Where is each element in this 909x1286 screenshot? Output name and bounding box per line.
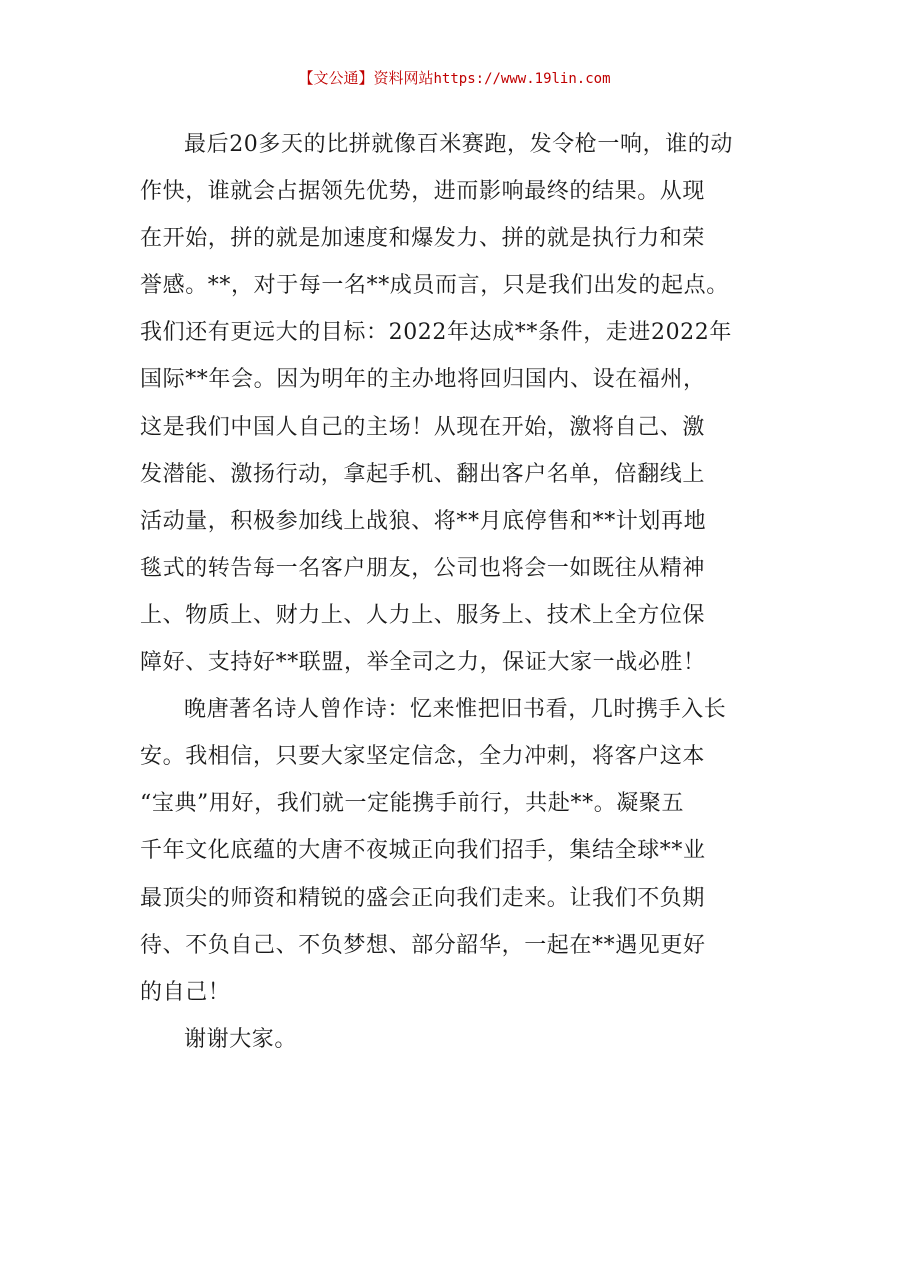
document-body (140, 121, 772, 1063)
paragraph-2: 晚唐著名诗人曾作诗：忆来惟把旧书看，几时携手入长 安。我相信，只要大家坚定信念，全力冲刺，将客户这本 “宝典”用好，我们就一定能携手前行，共赴**。凝聚五 千年文化底蕴的大唐不夜城正向我们招手，集结全球**业 最顶尖的师资和精锐的盛会正向我们走来。让我们不负期 待、不负自己、不负梦想、部分韶华，一起在**遇见更好 的自己！ (140, 697, 727, 1005)
page-header (0, 66, 909, 91)
paragraph-1: 最后20多天的比拼就像百米赛跑，发令枪一响，谁的动 作快，谁就会占据领先优势，进而影响最终的结果。从现 在开始，拼的就是加速度和爆发力、拼的就是执行力和荣 誉感。**，对于每一名**成员而言，只是我们出发的起点。 我们还有更远大的目标：2022年达成**条件，走进2022年 国际**年会。因为明年的主办地将回归国内、设在福州， 这是我们中国人自己的主场！从现在开始，激将自己、激 发潜能、激扬行动，拿起手机、翻出客户名单，倍翻线上 活动量，积极参加线上战狼、将**月底停售和**计划再地 毯式的转告每一名客户朋友，公司也将会一如既往从精神 上、物质上、财力上、人力上、服务上、技术上全方位保 障好、支持好**联盟，举全司之力，保证大家一战必胜！ (140, 132, 733, 676)
header-url[interactable]: https://www.19lin.com (433, 71, 611, 87)
paragraph-3: 谢谢大家。 (184, 1026, 298, 1052)
header-brand: 【文公通】资料网站 (298, 69, 434, 87)
